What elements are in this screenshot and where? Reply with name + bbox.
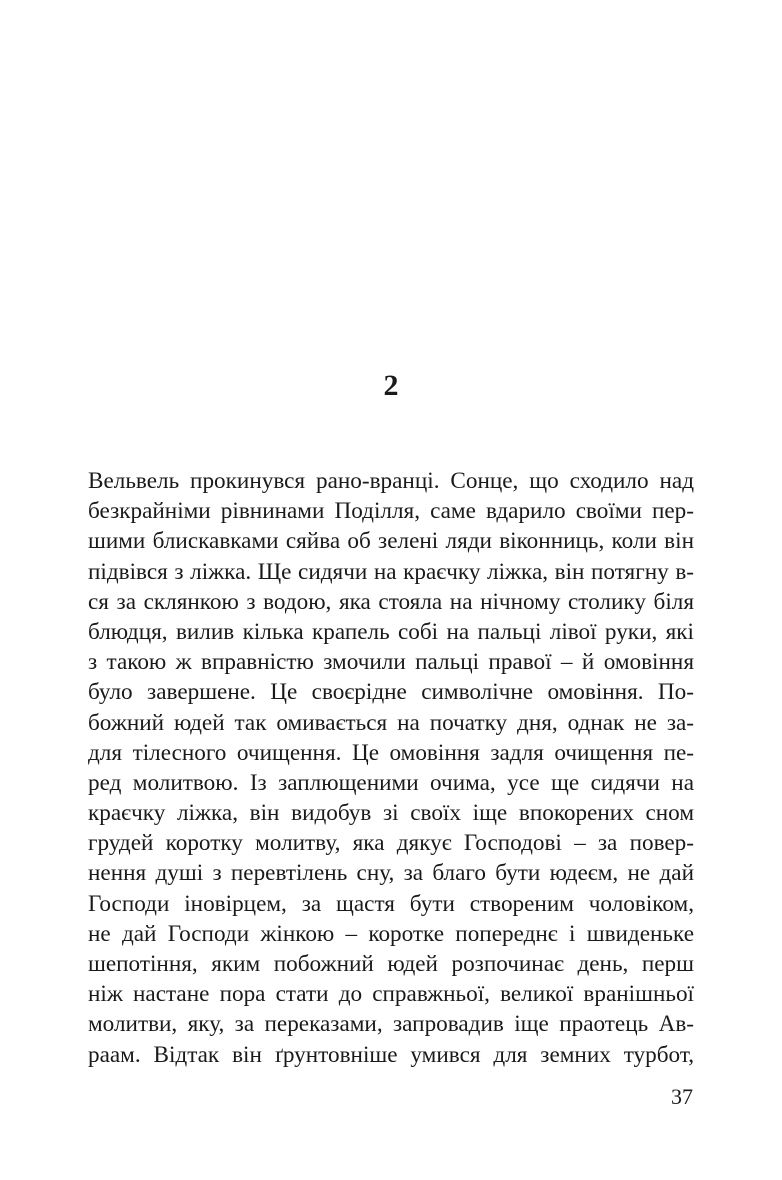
text-line: краєчку ліжка, він видобув зі своїх іще впокорених сном [88, 800, 694, 827]
text-line: було завершене. Це своєрідне символічне омовіння. По- [88, 679, 694, 706]
text-line: безкрайніми рівнинами Поділля, саме вдарило своїми пер- [88, 498, 694, 525]
chapter-number: 2 [383, 369, 399, 402]
text-line: раам. Відтак він ґрунтовніше умився для земних турбот, [88, 1041, 694, 1068]
page-number: 37 [671, 1084, 693, 1109]
text-line: молитви, яку, за переказами, запровадив іще праотець Ав- [88, 1011, 694, 1038]
body-text [88, 466, 694, 1070]
text-line: ніж настане пора стати до справжньої, великої вранішньої [88, 981, 694, 1008]
text-line: ред молитвою. Із заплющеними очима, усе ще сидячи на [88, 769, 694, 796]
text-line: Господи іновірцем, за щастя бути створеним чоловіком, [88, 890, 694, 917]
text-line: блюдця, вилив кілька крапель собі на пальці лівої руки, які [88, 618, 694, 645]
text-line: грудей коротку молитву, яка дякує Господові – за повер- [88, 830, 694, 857]
text-line: шепотіння, яким побожний юдей розпочинає день, перш [88, 951, 694, 977]
text-line: з такою ж вправністю змочили пальці правої – й омовіння [88, 649, 694, 676]
text-line: божний юдей так омивається на початку дня, однак не за- [88, 709, 694, 736]
text-line: для тілесного очищення. Це омовіння задля очищення пе- [88, 739, 694, 766]
text-line: не дай Господи жінкою – коротке попереднє і швиденьке [88, 920, 694, 947]
text-line: ся за склянкою з водою, яка стояла на нічному столику біля [88, 588, 694, 615]
text-line: шими блискавками сяйва об зелені ляди віконниць, коли він [88, 528, 694, 555]
text-line: Вельвель прокинувся рано-вранці. Сонце, що сходило над [88, 468, 694, 494]
text-line: нення душі з перевтілень сну, за благо бути юдеєм, не дай [88, 860, 694, 887]
text-line: підвівся з ліжка. Ще сидячи на краєчку ліжка, він потягну в- [88, 558, 694, 585]
